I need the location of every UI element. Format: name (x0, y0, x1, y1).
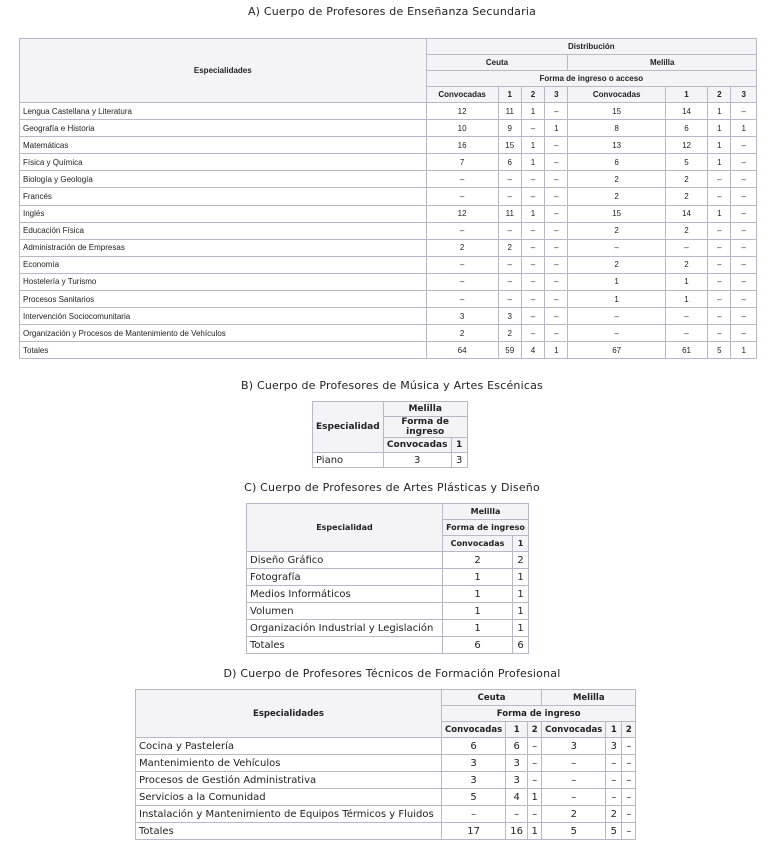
header-especialidad: Especialidad (313, 402, 384, 453)
cell-value: – (622, 738, 636, 755)
cell-value: 1 (665, 291, 707, 308)
cell-value: 2 (568, 188, 665, 205)
cell-value: 2 (498, 239, 521, 256)
cell-value: – (426, 273, 498, 290)
cell-value: – (731, 103, 757, 120)
cell-value: – (528, 772, 542, 789)
header-melilla: Melilla (542, 690, 636, 706)
cell-value: 15 (498, 137, 521, 154)
cell-value: – (545, 103, 568, 120)
col-header: 1 (498, 87, 521, 103)
cell-value: 4 (521, 342, 544, 359)
row-label: Administración de Empresas (20, 239, 427, 256)
table-row (20, 273, 757, 290)
cell-value: 1 (568, 273, 665, 290)
cell-value: – (731, 154, 757, 171)
header-melilla: Melilla (443, 504, 529, 520)
cell-value: 1 (443, 586, 513, 603)
cell-value: – (426, 222, 498, 239)
table-row (20, 308, 757, 325)
cell-value: – (426, 188, 498, 205)
row-label: Intervención Sociocomunitaria (20, 308, 427, 325)
table-row (20, 222, 757, 239)
cell-value: 6 (498, 154, 521, 171)
cell-value: – (622, 755, 636, 772)
col-header: 1 (606, 722, 622, 738)
table-row (136, 755, 636, 772)
row-label: Geografía e Historia (20, 120, 427, 137)
cell-value: 1 (443, 603, 513, 620)
cell-value: 3 (442, 772, 506, 789)
cell-value: – (568, 239, 665, 256)
table-row (20, 256, 757, 273)
cell-value: – (521, 239, 544, 256)
cell-value: 2 (568, 171, 665, 188)
row-label: Piano (313, 453, 384, 468)
cell-value: 1 (521, 137, 544, 154)
table-row (313, 453, 468, 468)
cell-value: – (731, 188, 757, 205)
row-label: Diseño Gráfico (247, 552, 443, 569)
cell-value: 6 (442, 738, 506, 755)
cell-value: 3 (426, 308, 498, 325)
row-label: Organización Industrial y Legislación (247, 620, 443, 637)
cell-value: – (708, 188, 731, 205)
col-header: 2 (521, 87, 544, 103)
cell-value: 6 (443, 637, 513, 654)
cell-value: 1 (545, 120, 568, 137)
cell-value: – (606, 755, 622, 772)
cell-value: 1 (443, 569, 513, 586)
row-label: Instalación y Mantenimiento de Equipos Térmicos y Fluidos (136, 806, 442, 823)
cell-value: 1 (708, 103, 731, 120)
header-especialidad: Especialidad (247, 504, 443, 552)
cell-value: – (498, 273, 521, 290)
cell-value: – (731, 273, 757, 290)
cell-value: – (622, 806, 636, 823)
cell-value: – (545, 222, 568, 239)
section-c-title: C) Cuerpo de Profesores de Artes Plásticas y Diseño (244, 481, 540, 494)
cell-value: 11 (498, 103, 521, 120)
cell-value: – (708, 239, 731, 256)
cell-value: – (731, 256, 757, 273)
cell-value: 7 (426, 154, 498, 171)
cell-value: – (545, 239, 568, 256)
cell-value: 2 (513, 552, 529, 569)
table-formacion-profesional (135, 689, 636, 840)
cell-value: – (521, 325, 544, 342)
header-ceuta: Ceuta (442, 690, 542, 706)
table-row (20, 291, 757, 308)
cell-value: – (498, 188, 521, 205)
col-header: 1 (665, 87, 707, 103)
cell-value: 1 (528, 789, 542, 806)
cell-value: 11 (498, 205, 521, 222)
cell-value: 6 (506, 738, 528, 755)
row-label: Economía (20, 256, 427, 273)
cell-value: 3 (506, 755, 528, 772)
row-label: Mantenimiento de Vehículos (136, 755, 442, 772)
cell-value: 3 (606, 738, 622, 755)
row-label: Francés (20, 188, 427, 205)
cell-value: – (708, 325, 731, 342)
cell-value: 1 (513, 603, 529, 620)
cell-value: 2 (542, 806, 606, 823)
cell-value: – (545, 291, 568, 308)
cell-value: – (622, 772, 636, 789)
cell-value: 2 (426, 325, 498, 342)
cell-value: – (545, 325, 568, 342)
cell-value: 14 (665, 205, 707, 222)
cell-value: – (731, 239, 757, 256)
col-header: 2 (622, 722, 636, 738)
row-label: Medios Informáticos (247, 586, 443, 603)
col-header: Convocadas (568, 87, 665, 103)
cell-value: 2 (665, 256, 707, 273)
row-label: Volumen (247, 603, 443, 620)
cell-value: 3 (451, 453, 467, 468)
cell-value: – (521, 188, 544, 205)
table-row (247, 552, 529, 569)
cell-value: 1 (443, 620, 513, 637)
cell-value: – (708, 291, 731, 308)
cell-value: 15 (568, 205, 665, 222)
cell-value: 6 (513, 637, 529, 654)
cell-value: 3 (506, 772, 528, 789)
cell-value: 12 (426, 103, 498, 120)
cell-value: 2 (443, 552, 513, 569)
cell-value: – (731, 205, 757, 222)
cell-value: – (498, 222, 521, 239)
cell-value: 15 (568, 103, 665, 120)
table-row (136, 823, 636, 840)
cell-value: 10 (426, 120, 498, 137)
table-row (247, 569, 529, 586)
cell-value: 67 (568, 342, 665, 359)
row-label: Servicios a la Comunidad (136, 789, 442, 806)
cell-value: – (542, 789, 606, 806)
cell-value: – (545, 273, 568, 290)
cell-value: – (708, 308, 731, 325)
table-artes-plasticas (246, 503, 529, 654)
cell-value: – (545, 154, 568, 171)
cell-value: – (426, 171, 498, 188)
cell-value: – (665, 239, 707, 256)
row-label: Física y Química (20, 154, 427, 171)
header-especialidades: Especialidades (20, 39, 427, 103)
cell-value: 13 (568, 137, 665, 154)
cell-value: – (568, 325, 665, 342)
table-row (136, 738, 636, 755)
cell-value: 3 (498, 308, 521, 325)
col-header: 3 (545, 87, 568, 103)
header-ceuta: Ceuta (426, 55, 568, 71)
row-label: Totales (20, 342, 427, 359)
col-header: Convocadas (542, 722, 606, 738)
cell-value: 8 (568, 120, 665, 137)
cell-value: – (708, 273, 731, 290)
cell-value: 2 (498, 325, 521, 342)
table-row (20, 120, 757, 137)
row-label: Matemáticas (20, 137, 427, 154)
col-header: 2 (528, 722, 542, 738)
cell-value: 9 (498, 120, 521, 137)
cell-value: 6 (665, 120, 707, 137)
table-row (136, 789, 636, 806)
cell-value: – (665, 308, 707, 325)
table-row (247, 637, 529, 654)
section-a-title: A) Cuerpo de Profesores de Enseñanza Secundaria (247, 5, 537, 18)
cell-value: – (545, 137, 568, 154)
header-forma-ingreso: Forma de ingreso (383, 417, 467, 438)
cell-value: 2 (665, 222, 707, 239)
cell-value: – (528, 755, 542, 772)
col-header: Convocadas (442, 722, 506, 738)
table-row (20, 325, 757, 342)
header-forma-ingreso: Forma de ingreso (443, 520, 529, 536)
col-header: 1 (451, 438, 467, 453)
cell-value: – (731, 171, 757, 188)
cell-value: – (521, 291, 544, 308)
cell-value: – (568, 308, 665, 325)
table-row (247, 620, 529, 637)
cell-value: – (731, 308, 757, 325)
row-label: Cocina y Pastelería (136, 738, 442, 755)
cell-value: – (426, 291, 498, 308)
cell-value: 3 (383, 453, 451, 468)
table-row (20, 103, 757, 120)
cell-value: 64 (426, 342, 498, 359)
cell-value: 3 (542, 738, 606, 755)
cell-value: – (498, 256, 521, 273)
cell-value: 1 (513, 586, 529, 603)
cell-value: 2 (665, 188, 707, 205)
cell-value: – (442, 806, 506, 823)
table-row (136, 772, 636, 789)
cell-value: 16 (506, 823, 528, 840)
header-distribucion: Distribución (426, 39, 756, 55)
cell-value: – (731, 325, 757, 342)
cell-value: 2 (606, 806, 622, 823)
row-label: Procesos de Gestión Administrativa (136, 772, 442, 789)
cell-value: 1 (708, 154, 731, 171)
cell-value: – (521, 222, 544, 239)
cell-value: 1 (521, 103, 544, 120)
cell-value: – (708, 222, 731, 239)
cell-value: 6 (568, 154, 665, 171)
table-row (20, 205, 757, 222)
table-row (136, 806, 636, 823)
cell-value: – (665, 325, 707, 342)
cell-value: – (622, 789, 636, 806)
row-label: Fotografía (247, 569, 443, 586)
cell-value: – (498, 171, 521, 188)
cell-value: – (506, 806, 528, 823)
table-row (20, 154, 757, 171)
row-label: Biología y Geología (20, 171, 427, 188)
cell-value: – (545, 308, 568, 325)
cell-value: 1 (708, 205, 731, 222)
cell-value: 2 (568, 222, 665, 239)
table-row (247, 586, 529, 603)
cell-value: 1 (731, 120, 757, 137)
header-forma-ingreso: Forma de ingreso (442, 706, 636, 722)
table-row (20, 137, 757, 154)
col-header: Convocadas (443, 536, 513, 552)
cell-value: 1 (568, 291, 665, 308)
col-header: 1 (513, 536, 529, 552)
col-header: Convocadas (426, 87, 498, 103)
row-label: Inglés (20, 205, 427, 222)
row-label: Hostelería y Turismo (20, 273, 427, 290)
table-row (20, 188, 757, 205)
cell-value: – (731, 291, 757, 308)
cell-value: – (606, 772, 622, 789)
cell-value: 1 (545, 342, 568, 359)
cell-value: – (542, 755, 606, 772)
cell-value: 1 (665, 273, 707, 290)
col-header: 1 (506, 722, 528, 738)
cell-value: – (426, 256, 498, 273)
cell-value: – (521, 120, 544, 137)
cell-value: – (731, 137, 757, 154)
cell-value: – (498, 291, 521, 308)
section-b-title: B) Cuerpo de Profesores de Música y Artes Escénicas (241, 379, 543, 392)
cell-value: 5 (606, 823, 622, 840)
cell-value: 2 (568, 256, 665, 273)
cell-value: – (622, 823, 636, 840)
table-row (20, 342, 757, 359)
cell-value: 3 (442, 755, 506, 772)
cell-value: 1 (708, 120, 731, 137)
cell-value: – (606, 789, 622, 806)
cell-value: 59 (498, 342, 521, 359)
cell-value: 12 (665, 137, 707, 154)
cell-value: – (521, 273, 544, 290)
header-especialidades: Especialidades (136, 690, 442, 738)
cell-value: 4 (506, 789, 528, 806)
col-header: 2 (708, 87, 731, 103)
cell-value: 5 (542, 823, 606, 840)
cell-value: – (521, 308, 544, 325)
cell-value: – (545, 188, 568, 205)
cell-value: – (545, 171, 568, 188)
cell-value: – (708, 256, 731, 273)
cell-value: – (731, 222, 757, 239)
cell-value: 16 (426, 137, 498, 154)
cell-value: 5 (708, 342, 731, 359)
table-musica (312, 401, 468, 468)
cell-value: 17 (442, 823, 506, 840)
cell-value: – (542, 772, 606, 789)
row-label: Organización y Procesos de Mantenimiento de Vehículos (20, 325, 427, 342)
cell-value: 5 (665, 154, 707, 171)
cell-value: 5 (442, 789, 506, 806)
cell-value: 2 (665, 171, 707, 188)
cell-value: – (528, 738, 542, 755)
cell-value: 61 (665, 342, 707, 359)
cell-value: – (545, 205, 568, 222)
cell-value: 1 (521, 154, 544, 171)
cell-value: 1 (708, 137, 731, 154)
cell-value: – (545, 256, 568, 273)
cell-value: 1 (528, 823, 542, 840)
cell-value: – (528, 806, 542, 823)
table-row (247, 603, 529, 620)
cell-value: 14 (665, 103, 707, 120)
cell-value: 1 (731, 342, 757, 359)
cell-value: – (708, 171, 731, 188)
table-row (20, 239, 757, 256)
table-secundaria (19, 38, 757, 359)
cell-value: 12 (426, 205, 498, 222)
cell-value: 1 (513, 569, 529, 586)
header-melilla: Melilla (568, 55, 757, 71)
cell-value: – (521, 171, 544, 188)
cell-value: 2 (426, 239, 498, 256)
row-label: Educación Física (20, 222, 427, 239)
table-row (20, 171, 757, 188)
col-header: Convocadas (383, 438, 451, 453)
row-label: Totales (247, 637, 443, 654)
row-label: Lengua Castellana y Literatura (20, 103, 427, 120)
col-header: 3 (731, 87, 757, 103)
header-melilla: Melilla (383, 402, 467, 417)
header-forma-ingreso: Forma de ingreso o acceso (426, 71, 756, 87)
row-label: Totales (136, 823, 442, 840)
row-label: Procesos Sanitarios (20, 291, 427, 308)
section-d-title: D) Cuerpo de Profesores Técnicos de Formación Profesional (223, 667, 561, 680)
cell-value: – (521, 256, 544, 273)
cell-value: 1 (521, 205, 544, 222)
cell-value: 1 (513, 620, 529, 637)
